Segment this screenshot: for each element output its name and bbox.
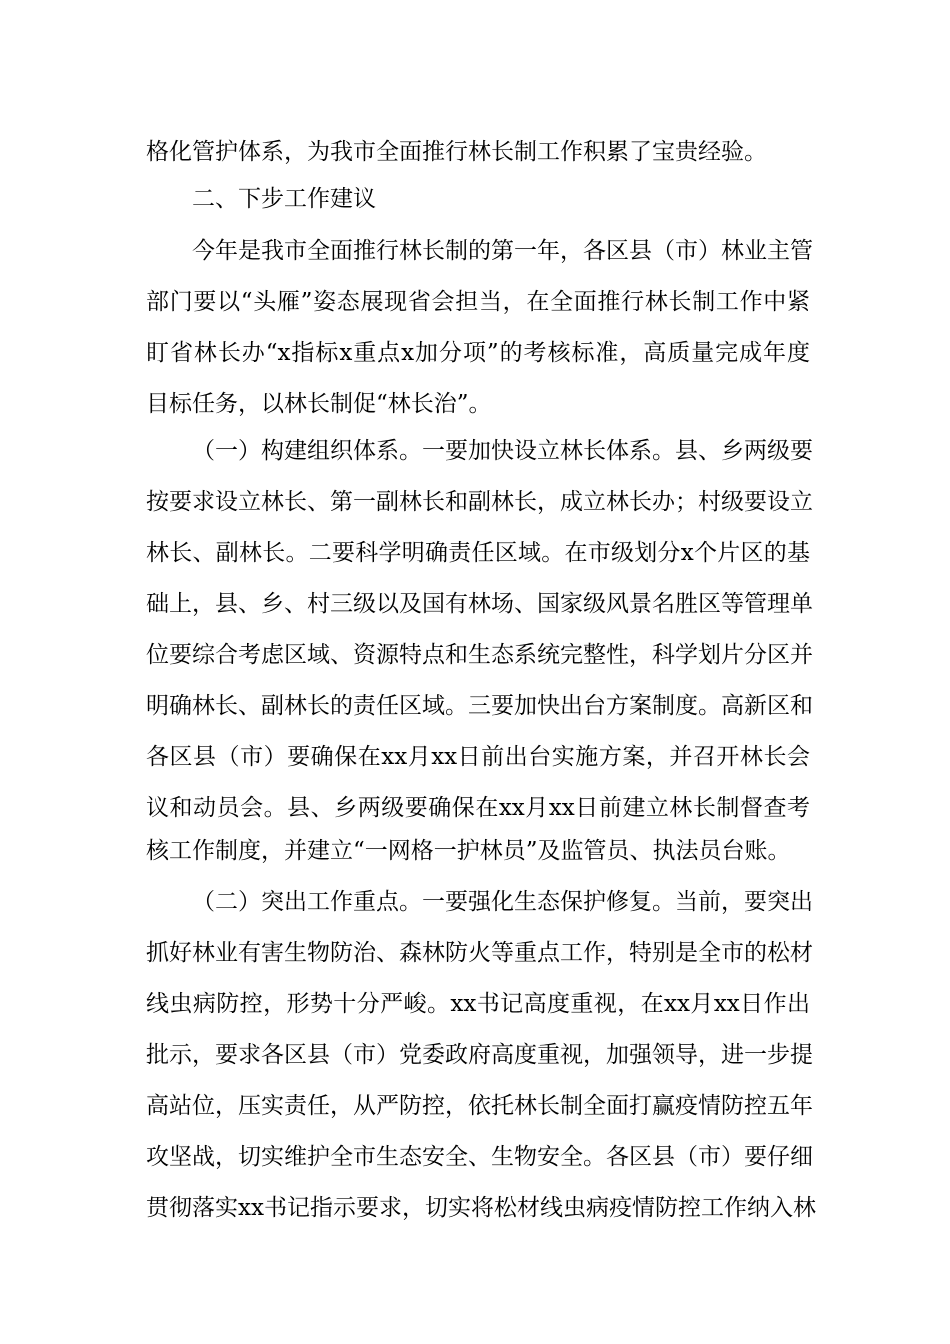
- paragraph-line: 高站位，压实责任，从严防控，依托林长制全面打赢疫情防控五年: [146, 1093, 813, 1119]
- paragraph-line: 今年是我市全面推行林长制的第一年，各区县（市）林业主管: [192, 238, 813, 264]
- paragraph-line: 线虫病防控，形势十分严峻。xx书记高度重视，在xx月xx日作出: [146, 991, 810, 1017]
- paragraph-line: 格化管护体系，为我市全面推行林长制工作积累了宝贵经验。: [146, 139, 767, 165]
- paragraph-line: 核工作制度，并建立“一网格一护林员”及监管员、执法员台账。: [146, 838, 791, 864]
- paragraph-line: 攻坚战，切实维护全市生态安全、生物安全。各区县（市）要仔细: [146, 1144, 813, 1170]
- paragraph-line: 目标任务，以林长制促“林长治”。: [146, 391, 492, 417]
- paragraph-line: 各区县（市）要确保在xx月xx日前出台实施方案，并召开林长会: [146, 744, 810, 770]
- paragraph-line: 批示，要求各区县（市）党委政府高度重视，加强领导，进一步提: [146, 1042, 813, 1068]
- section-heading: 二、下步工作建议: [192, 186, 376, 212]
- paragraph-line: 按要求设立林长、第一副林长和副林长，成立林长办；村级要设立: [146, 489, 813, 515]
- paragraph-line: 础上，县、乡、村三级以及国有林场、国家级风景名胜区等管理单: [146, 591, 813, 617]
- paragraph-line: 贯彻落实xx书记指示要求，切实将松材线虫病疫情防控工作纳入林: [146, 1195, 816, 1221]
- paragraph-line: 位要综合考虑区域、资源特点和生态系统完整性，科学划片分区并: [146, 642, 813, 668]
- paragraph-line: 明确林长、副林长的责任区域。三要加快出台方案制度。高新区和: [146, 693, 813, 719]
- paragraph-line: 议和动员会。县、乡两级要确保在xx月xx日前建立林长制督查考: [146, 795, 810, 821]
- paragraph-line: 部门要以“头雁”姿态展现省会担当，在全面推行林长制工作中紧: [146, 289, 810, 315]
- paragraph-line: 盯省林长办“x指标x重点x加分项”的考核标准，高质量完成年度: [146, 340, 810, 366]
- paragraph-line: （一）构建组织体系。一要加快设立林长体系。县、乡两级要: [192, 438, 813, 464]
- paragraph-line: 抓好林业有害生物防治、森林防火等重点工作，特别是全市的松材: [146, 940, 813, 966]
- paragraph-line: 林长、副林长。二要科学明确责任区域。在市级划分x个片区的基: [146, 540, 810, 566]
- paragraph-line: （二）突出工作重点。一要强化生态保护修复。当前，要突出: [192, 889, 813, 915]
